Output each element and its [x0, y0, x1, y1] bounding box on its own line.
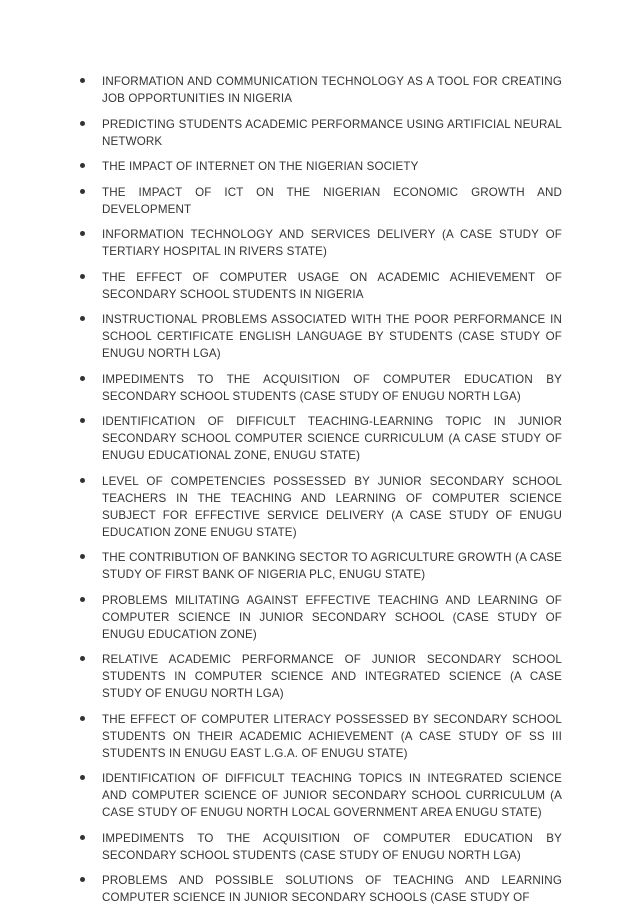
topic-text: LEVEL OF COMPETENCIES POSSESSED BY JUNIOR SECONDARY SCHOOL TEACHERS IN THE TEACHING AND LEARNING OF COMPUTER SCIENCE SUBJECT FOR EFFECTIVE SERVICE DELIVERY (A CASE STUDY OF ENUGU EDUCATION ZONE ENUGU STATE): [102, 474, 562, 539]
list-item: [78, 73, 562, 107]
bullet-icon: [80, 554, 85, 559]
bullet-icon: [80, 163, 85, 168]
topic-text: IDENTIFICATION OF DIFFICULT TEACHING TOPICS IN INTEGRATED SCIENCE AND COMPUTER SCIENCE OF JUNIOR SECONDARY SCHOOL CURRICULUM (A CASE STUDY OF ENUGU NORTH LOCAL GOVERNMENT AREA ENUGU STATE): [102, 772, 562, 819]
list-item: [78, 269, 562, 303]
bullet-icon: [80, 189, 85, 194]
bullet-icon: [80, 231, 85, 236]
bullet-icon: [80, 274, 85, 279]
bullet-icon: [80, 376, 85, 381]
list-item: [78, 158, 562, 175]
list-item: [78, 770, 562, 821]
list-item: [78, 226, 562, 260]
bullet-icon: [80, 835, 85, 840]
topic-text: INSTRUCTIONAL PROBLEMS ASSOCIATED WITH THE POOR PERFORMANCE IN SCHOOL CERTIFICATE ENGLISH LANGUAGE BY STUDENTS (CASE STUDY OF ENUGU NORTH LGA): [102, 313, 562, 360]
topic-text: PROBLEMS MILITATING AGAINST EFFECTIVE TEACHING AND LEARNING OF COMPUTER SCIENCE IN JUNIOR SECONDARY SCHOOL (CASE STUDY OF ENUGU EDUCATION ZONE): [102, 593, 562, 641]
list-item: [78, 311, 562, 362]
topic-text: THE IMPACT OF ICT ON THE NIGERIAN ECONOMIC GROWTH AND DEVELOPMENT: [102, 185, 562, 216]
topic-text: INFORMATION TECHNOLOGY AND SERVICES DELIVERY (A CASE STUDY OF TERTIARY HOSPITAL IN RIVERS STATE): [102, 228, 562, 258]
list-item: [78, 116, 562, 150]
topic-list: [78, 73, 562, 915]
topic-text: PROBLEMS AND POSSIBLE SOLUTIONS OF TEACHING AND LEARNING COMPUTER SCIENCE IN JUNIOR SECONDARY SCHOOLS (CASE STUDY OF: [102, 874, 562, 904]
bullet-icon: [80, 877, 85, 882]
topic-text: IDENTIFICATION OF DIFFICULT TEACHING-LEARNING TOPIC IN JUNIOR SECONDARY SCHOOL COMPUTER SCIENCE CURRICULUM (A CASE STUDY OF ENUGU EDUCATIONAL ZONE, ENUGU STATE): [102, 415, 562, 462]
list-item: [78, 473, 562, 541]
topic-text: IMPEDIMENTS TO THE ACQUISITION OF COMPUTER EDUCATION BY SECONDARY SCHOOL STUDENTS (CASE STUDY OF ENUGU NORTH LGA): [102, 372, 562, 403]
topic-text: PREDICTING STUDENTS ACADEMIC PERFORMANCE USING ARTIFICIAL NEURAL NETWORK: [102, 117, 562, 148]
list-item: [78, 549, 562, 583]
list-item: [78, 413, 562, 464]
bullet-icon: [80, 478, 85, 483]
bullet-icon: [80, 78, 85, 83]
list-item: [78, 651, 562, 702]
topic-text: RELATIVE ACADEMIC PERFORMANCE OF JUNIOR SECONDARY SCHOOL STUDENTS IN COMPUTER SCIENCE AND INTEGRATED SCIENCE (A CASE STUDY OF ENUGU NORTH LGA): [102, 653, 562, 700]
bullet-icon: [80, 418, 85, 423]
bullet-icon: [80, 656, 85, 661]
topic-text: INFORMATION AND COMMUNICATION TECHNOLOGY AS A TOOL FOR CREATING JOB OPPORTUNITIES IN NIGERIA: [102, 75, 562, 105]
bullet-icon: [80, 121, 85, 126]
topic-text: IMPEDIMENTS TO THE ACQUISITION OF COMPUTER EDUCATION BY SECONDARY SCHOOL STUDENTS (CASE STUDY OF ENUGU NORTH LGA): [102, 831, 562, 862]
list-item: [78, 592, 562, 643]
list-item: [78, 872, 562, 906]
list-item: [78, 711, 562, 762]
topic-text: THE IMPACT OF INTERNET ON THE NIGERIAN SOCIETY: [102, 160, 419, 173]
bullet-icon: [80, 316, 85, 321]
bullet-icon: [80, 716, 85, 721]
bullet-icon: [80, 597, 85, 602]
list-item: [78, 184, 562, 218]
list-item: [78, 830, 562, 864]
list-item: [78, 371, 562, 405]
bullet-icon: [80, 775, 85, 780]
topic-text: THE EFFECT OF COMPUTER USAGE ON ACADEMIC ACHIEVEMENT OF SECONDARY SCHOOL STUDENTS IN NIGERIA: [102, 270, 562, 301]
topic-text: THE EFFECT OF COMPUTER LITERACY POSSESSED BY SECONDARY SCHOOL STUDENTS ON THEIR ACADEMIC ACHIEVEMENT (A CASE STUDY OF SS III STUDENTS IN ENUGU EAST L.G.A. OF ENUGU STATE): [102, 712, 562, 760]
topic-text: THE CONTRIBUTION OF BANKING SECTOR TO AGRICULTURE GROWTH (A CASE STUDY OF FIRST BANK OF NIGERIA PLC, ENUGU STATE): [102, 551, 562, 581]
